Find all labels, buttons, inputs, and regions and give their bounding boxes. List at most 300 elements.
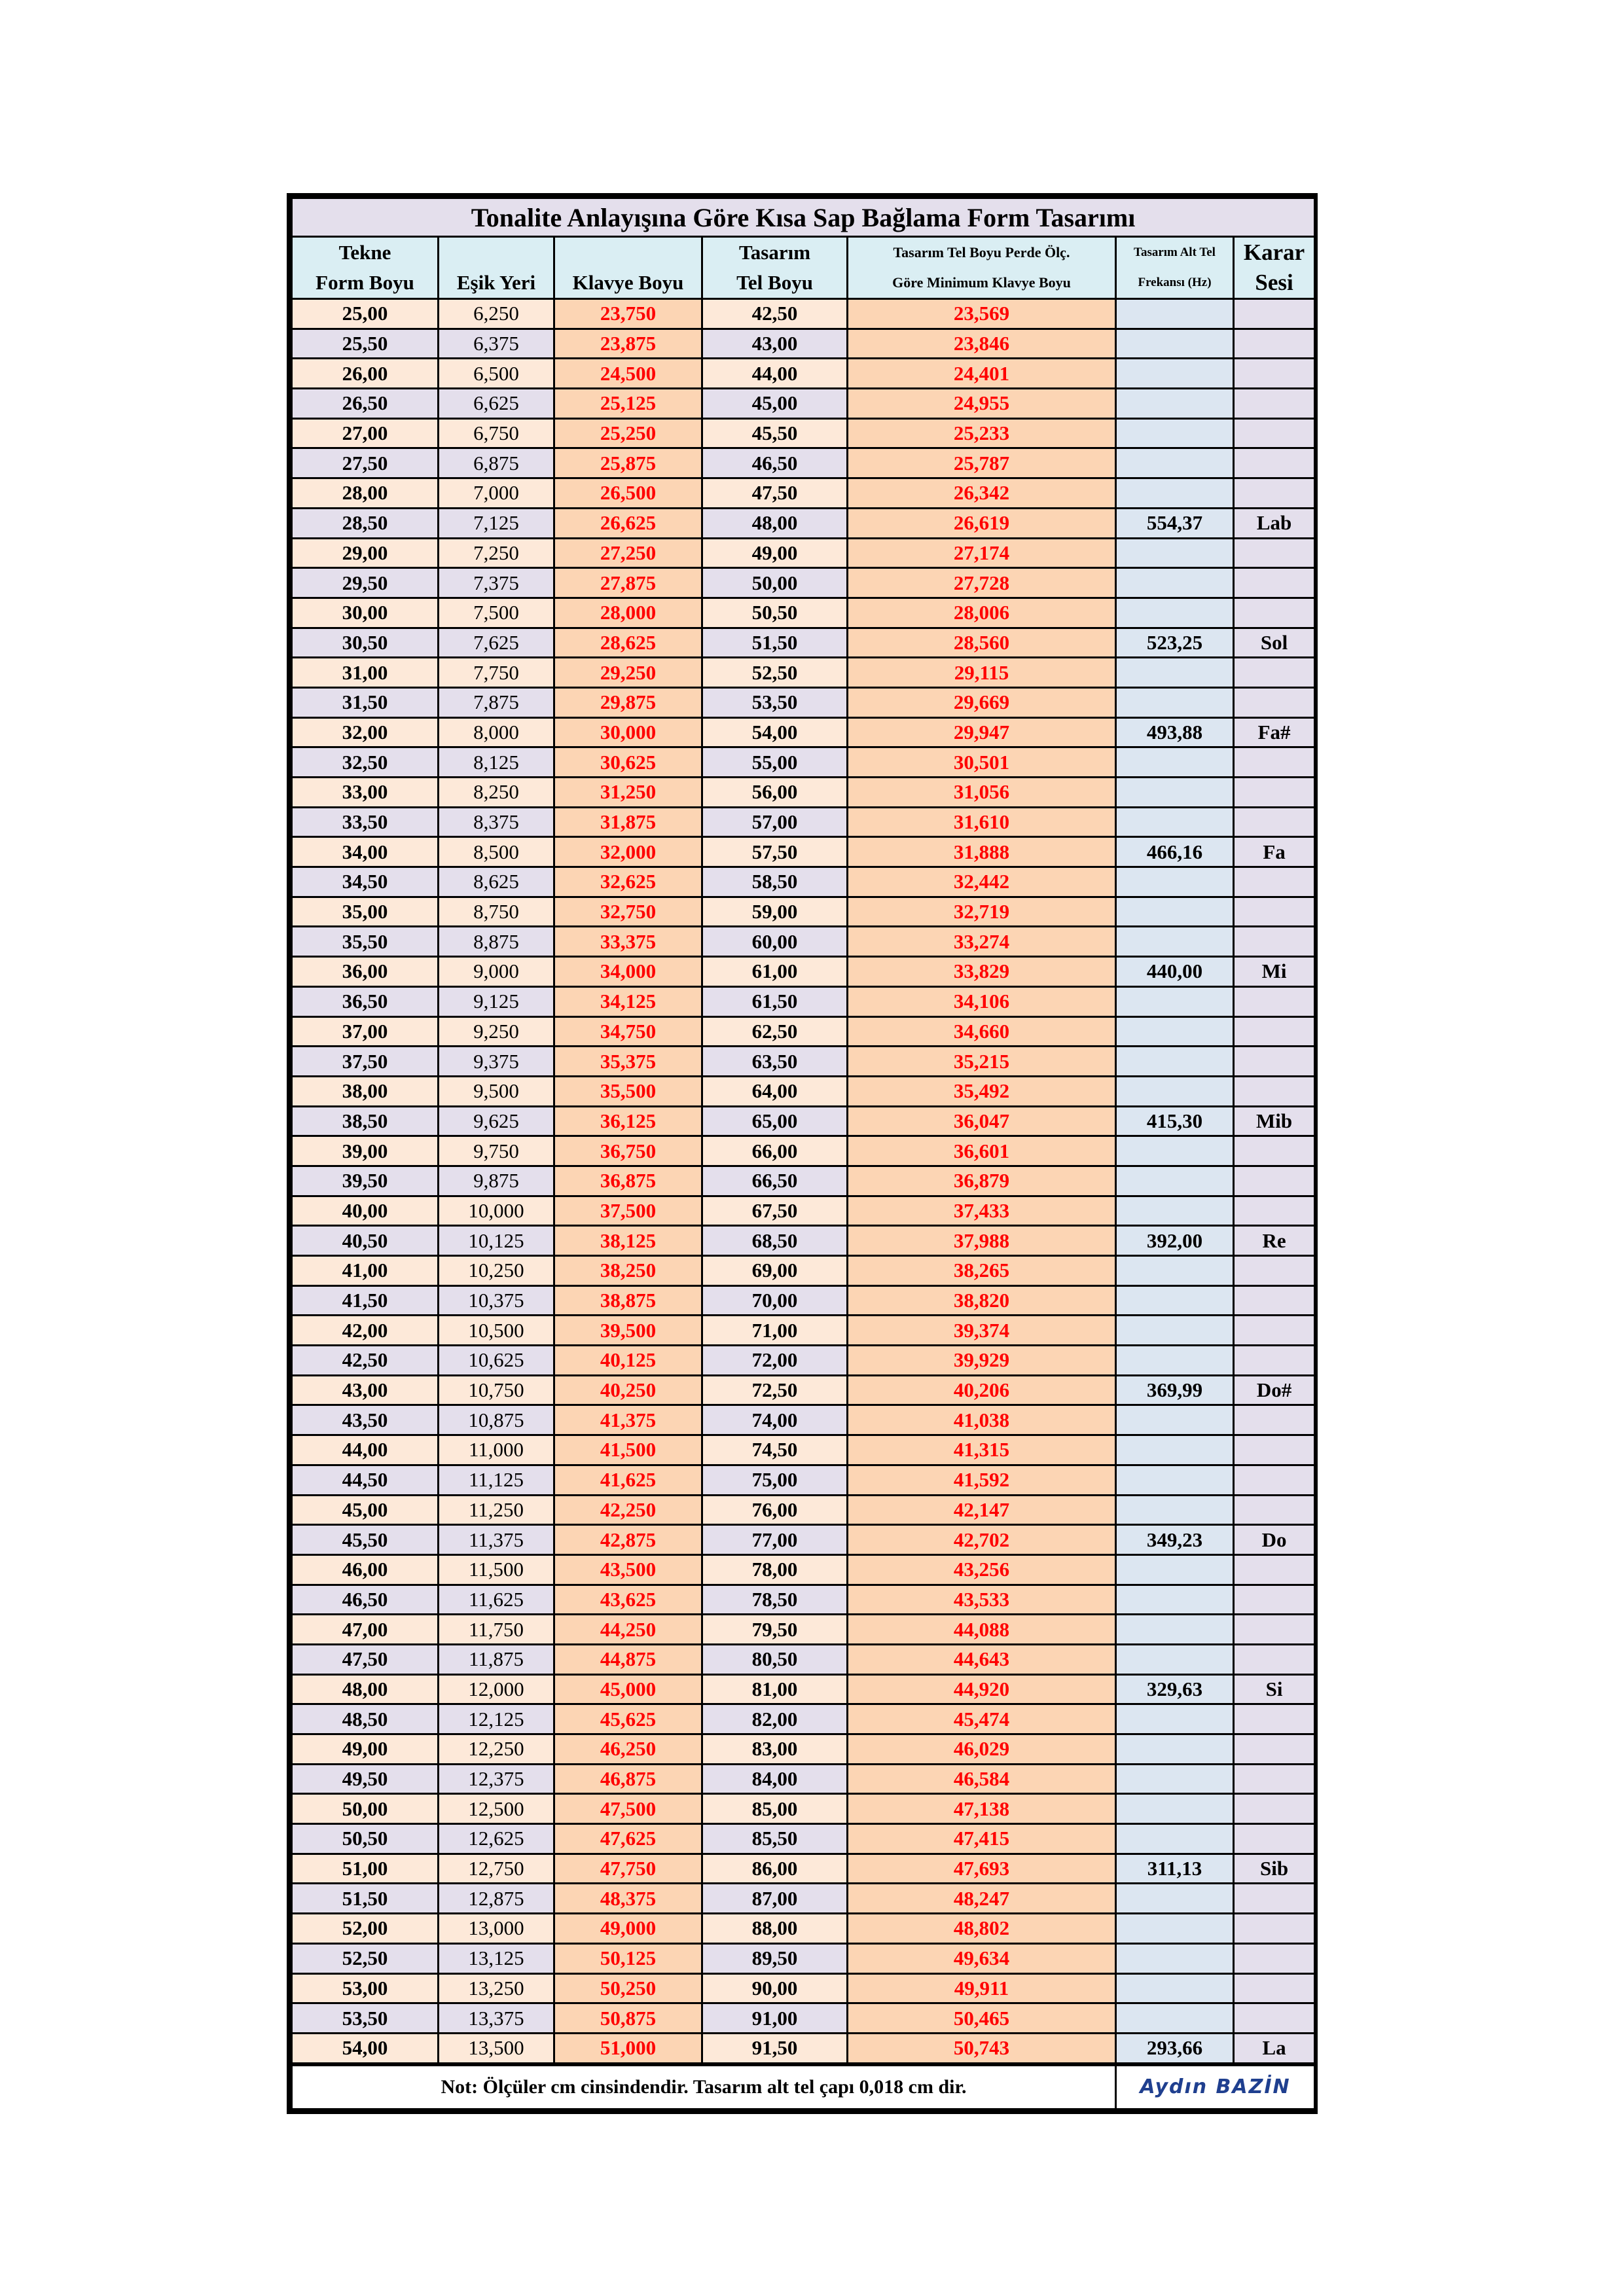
cell-frekans: 392,00: [1116, 1226, 1234, 1256]
cell-klavye-boyu: 44,875: [554, 1644, 702, 1674]
cell-frekans: [1116, 1585, 1234, 1615]
cell-tekne-boyu: 31,00: [292, 658, 439, 688]
table-row: [292, 1615, 1315, 1645]
cell-esik-yeri: 7,750: [439, 658, 554, 688]
cell-frekans: [1116, 2003, 1234, 2034]
cell-esik-yeri: 7,000: [439, 478, 554, 509]
cell-karar-sesi: Lab: [1234, 508, 1315, 538]
cell-frekans: [1116, 389, 1234, 419]
cell-min-klavye-boyu: 27,174: [848, 538, 1116, 568]
cell-klavye-boyu: 36,750: [554, 1136, 702, 1166]
cell-klavye-boyu: 33,375: [554, 927, 702, 957]
cell-karar-sesi: [1234, 658, 1315, 688]
cell-frekans: [1116, 1734, 1234, 1765]
cell-frekans: [1116, 778, 1234, 808]
cell-min-klavye-boyu: 33,274: [848, 927, 1116, 957]
cell-min-klavye-boyu: 28,560: [848, 628, 1116, 658]
cell-esik-yeri: 9,250: [439, 1016, 554, 1047]
cell-min-klavye-boyu: 29,115: [848, 658, 1116, 688]
cell-frekans: 349,23: [1116, 1525, 1234, 1555]
table-row: [292, 1076, 1315, 1106]
cell-karar-sesi: [1234, 1824, 1315, 1854]
cell-min-klavye-boyu: 34,660: [848, 1016, 1116, 1047]
cell-frekans: [1116, 1764, 1234, 1794]
cell-tekne-boyu: 27,00: [292, 418, 439, 448]
table-row: [292, 1285, 1315, 1316]
cell-tel-boyu: 72,00: [702, 1346, 848, 1376]
cell-tekne-boyu: 36,50: [292, 986, 439, 1016]
cell-esik-yeri: 10,250: [439, 1256, 554, 1286]
cell-min-klavye-boyu: 48,247: [848, 1884, 1116, 1914]
cell-tel-boyu: 62,50: [702, 1016, 848, 1047]
cell-tekne-boyu: 36,00: [292, 957, 439, 987]
cell-tel-boyu: 50,50: [702, 598, 848, 628]
cell-min-klavye-boyu: 50,743: [848, 2033, 1116, 2064]
cell-min-klavye-boyu: 46,029: [848, 1734, 1116, 1765]
cell-min-klavye-boyu: 44,088: [848, 1615, 1116, 1645]
cell-esik-yeri: 11,750: [439, 1615, 554, 1645]
cell-esik-yeri: 11,375: [439, 1525, 554, 1555]
cell-min-klavye-boyu: 38,820: [848, 1285, 1116, 1316]
cell-tel-boyu: 83,00: [702, 1734, 848, 1765]
cell-esik-yeri: 7,125: [439, 508, 554, 538]
cell-tel-boyu: 76,00: [702, 1495, 848, 1525]
cell-karar-sesi: [1234, 1405, 1315, 1435]
table-row: [292, 1824, 1315, 1854]
table-row: [292, 1943, 1315, 1973]
cell-tel-boyu: 57,00: [702, 807, 848, 837]
cell-tekne-boyu: 40,50: [292, 1226, 439, 1256]
cell-karar-sesi: Fa: [1234, 837, 1315, 867]
cell-frekans: [1116, 1884, 1234, 1914]
cell-tekne-boyu: 31,50: [292, 687, 439, 717]
cell-karar-sesi: Fa#: [1234, 717, 1315, 747]
cell-esik-yeri: 12,000: [439, 1674, 554, 1704]
cell-klavye-boyu: 24,500: [554, 359, 702, 389]
cell-tekne-boyu: 44,00: [292, 1435, 439, 1465]
cell-klavye-boyu: 41,375: [554, 1405, 702, 1435]
cell-tekne-boyu: 48,50: [292, 1704, 439, 1734]
table-row: [292, 329, 1315, 359]
cell-klavye-boyu: 40,125: [554, 1346, 702, 1376]
header-esik-line1: [439, 237, 554, 268]
cell-frekans: [1116, 1047, 1234, 1077]
table-row: [292, 359, 1315, 389]
cell-tekne-boyu: 45,50: [292, 1525, 439, 1555]
cell-karar-sesi: [1234, 1136, 1315, 1166]
cell-klavye-boyu: 23,875: [554, 329, 702, 359]
cell-tekne-boyu: 28,50: [292, 508, 439, 538]
cell-tekne-boyu: 53,50: [292, 2003, 439, 2034]
cell-min-klavye-boyu: 24,955: [848, 389, 1116, 419]
cell-min-klavye-boyu: 45,474: [848, 1704, 1116, 1734]
cell-frekans: [1116, 747, 1234, 778]
cell-karar-sesi: [1234, 329, 1315, 359]
cell-esik-yeri: 6,250: [439, 299, 554, 329]
cell-klavye-boyu: 42,875: [554, 1525, 702, 1555]
cell-karar-sesi: [1234, 1943, 1315, 1973]
cell-min-klavye-boyu: 43,256: [848, 1554, 1116, 1585]
cell-esik-yeri: 12,375: [439, 1764, 554, 1794]
cell-frekans: [1116, 299, 1234, 329]
cell-klavye-boyu: 35,500: [554, 1076, 702, 1106]
cell-klavye-boyu: 38,125: [554, 1226, 702, 1256]
cell-tel-boyu: 49,00: [702, 538, 848, 568]
cell-tel-boyu: 75,00: [702, 1465, 848, 1495]
cell-tekne-boyu: 50,50: [292, 1824, 439, 1854]
cell-klavye-boyu: 32,750: [554, 897, 702, 927]
table-row: [292, 1435, 1315, 1465]
cell-klavye-boyu: 37,500: [554, 1196, 702, 1226]
cell-tel-boyu: 52,50: [702, 658, 848, 688]
table-row: [292, 658, 1315, 688]
cell-esik-yeri: 8,625: [439, 867, 554, 897]
cell-klavye-boyu: 35,375: [554, 1047, 702, 1077]
cell-tekne-boyu: 34,00: [292, 837, 439, 867]
cell-tekne-boyu: 43,00: [292, 1375, 439, 1405]
header-min-klavye-line1: Tasarım Tel Boyu Perde Ölç.: [848, 237, 1116, 268]
cell-frekans: [1116, 1076, 1234, 1106]
cell-min-klavye-boyu: 41,038: [848, 1405, 1116, 1435]
cell-tekne-boyu: 48,00: [292, 1674, 439, 1704]
header-tekne-line1: Tekne: [292, 237, 439, 268]
header-esik-line2: Eşik Yeri: [439, 268, 554, 299]
cell-karar-sesi: Sol: [1234, 628, 1315, 658]
cell-karar-sesi: [1234, 807, 1315, 837]
cell-karar-sesi: [1234, 359, 1315, 389]
cell-tel-boyu: 86,00: [702, 1854, 848, 1884]
cell-karar-sesi: [1234, 747, 1315, 778]
cell-frekans: 493,88: [1116, 717, 1234, 747]
cell-klavye-boyu: 29,875: [554, 687, 702, 717]
header-tekne-line2: Form Boyu: [292, 268, 439, 299]
table-row: [292, 1794, 1315, 1824]
cell-karar-sesi: [1234, 1166, 1315, 1196]
cell-tel-boyu: 87,00: [702, 1884, 848, 1914]
cell-tel-boyu: 44,00: [702, 359, 848, 389]
cell-tel-boyu: 64,00: [702, 1076, 848, 1106]
cell-tel-boyu: 51,50: [702, 628, 848, 658]
cell-min-klavye-boyu: 44,643: [848, 1644, 1116, 1674]
cell-klavye-boyu: 34,125: [554, 986, 702, 1016]
cell-min-klavye-boyu: 26,619: [848, 508, 1116, 538]
cell-min-klavye-boyu: 33,829: [848, 957, 1116, 987]
cell-esik-yeri: 8,125: [439, 747, 554, 778]
cell-karar-sesi: Mi: [1234, 957, 1315, 987]
cell-esik-yeri: 12,750: [439, 1854, 554, 1884]
cell-tekne-boyu: 39,00: [292, 1136, 439, 1166]
cell-klavye-boyu: 32,000: [554, 837, 702, 867]
table-row: [292, 1226, 1315, 1256]
cell-esik-yeri: 11,000: [439, 1435, 554, 1465]
cell-esik-yeri: 11,125: [439, 1465, 554, 1495]
cell-min-klavye-boyu: 41,592: [848, 1465, 1116, 1495]
cell-tel-boyu: 79,50: [702, 1615, 848, 1645]
table-row: [292, 538, 1315, 568]
cell-klavye-boyu: 34,000: [554, 957, 702, 987]
cell-min-klavye-boyu: 30,501: [848, 747, 1116, 778]
cell-tel-boyu: 47,50: [702, 478, 848, 509]
cell-tel-boyu: 55,00: [702, 747, 848, 778]
cell-tel-boyu: 42,50: [702, 299, 848, 329]
cell-esik-yeri: 7,875: [439, 687, 554, 717]
cell-min-klavye-boyu: 31,610: [848, 807, 1116, 837]
cell-frekans: 440,00: [1116, 957, 1234, 987]
table-row: [292, 1016, 1315, 1047]
cell-esik-yeri: 13,125: [439, 1943, 554, 1973]
cell-esik-yeri: 9,875: [439, 1166, 554, 1196]
cell-tekne-boyu: 49,00: [292, 1734, 439, 1765]
cell-karar-sesi: [1234, 448, 1315, 478]
cell-tel-boyu: 89,50: [702, 1943, 848, 1973]
cell-frekans: 293,66: [1116, 2033, 1234, 2064]
cell-esik-yeri: 7,375: [439, 568, 554, 598]
cell-tel-boyu: 45,50: [702, 418, 848, 448]
table-row: [292, 807, 1315, 837]
cell-klavye-boyu: 31,250: [554, 778, 702, 808]
cell-min-klavye-boyu: 48,802: [848, 1914, 1116, 1944]
cell-esik-yeri: 10,750: [439, 1375, 554, 1405]
table-row: [292, 1884, 1315, 1914]
cell-tekne-boyu: 27,50: [292, 448, 439, 478]
header-frekans-line1: Tasarım Alt Tel: [1116, 237, 1234, 268]
footer-note: Not: Ölçüler cm cinsindendir. Tasarım alt tel çapı 0,018 cm dir.: [292, 2064, 1116, 2109]
table-row: [292, 1914, 1315, 1944]
cell-tel-boyu: 58,50: [702, 867, 848, 897]
table-row: [292, 478, 1315, 509]
cell-tel-boyu: 78,00: [702, 1554, 848, 1585]
cell-karar-sesi: Sib: [1234, 1854, 1315, 1884]
table-row: [292, 1136, 1315, 1166]
cell-tel-boyu: 46,50: [702, 448, 848, 478]
cell-karar-sesi: [1234, 1316, 1315, 1346]
cell-min-klavye-boyu: 38,265: [848, 1256, 1116, 1286]
cell-frekans: [1116, 1794, 1234, 1824]
cell-frekans: [1116, 538, 1234, 568]
cell-karar-sesi: Do: [1234, 1525, 1315, 1555]
cell-frekans: [1116, 1973, 1234, 2003]
table-row: [292, 1764, 1315, 1794]
table-row: [292, 1316, 1315, 1346]
cell-karar-sesi: Si: [1234, 1674, 1315, 1704]
cell-esik-yeri: 7,250: [439, 538, 554, 568]
cell-tel-boyu: 50,00: [702, 568, 848, 598]
cell-tekne-boyu: 43,50: [292, 1405, 439, 1435]
cell-klavye-boyu: 41,625: [554, 1465, 702, 1495]
cell-tel-boyu: 53,50: [702, 687, 848, 717]
cell-tel-boyu: 63,50: [702, 1047, 848, 1077]
cell-tekne-boyu: 54,00: [292, 2033, 439, 2064]
cell-esik-yeri: 10,375: [439, 1285, 554, 1316]
table-row: [292, 1375, 1315, 1405]
cell-karar-sesi: [1234, 1884, 1315, 1914]
cell-klavye-boyu: 34,750: [554, 1016, 702, 1047]
cell-tekne-boyu: 33,50: [292, 807, 439, 837]
cell-tel-boyu: 45,00: [702, 389, 848, 419]
cell-min-klavye-boyu: 31,056: [848, 778, 1116, 808]
cell-klavye-boyu: 27,875: [554, 568, 702, 598]
cell-tel-boyu: 61,00: [702, 957, 848, 987]
cell-tel-boyu: 90,00: [702, 1973, 848, 2003]
cell-esik-yeri: 11,500: [439, 1554, 554, 1585]
cell-tel-boyu: 81,00: [702, 1674, 848, 1704]
cell-min-klavye-boyu: 36,047: [848, 1106, 1116, 1136]
table-row: [292, 1585, 1315, 1615]
design-table-sheet: [287, 193, 1318, 2114]
cell-klavye-boyu: 26,625: [554, 508, 702, 538]
cell-frekans: [1116, 1346, 1234, 1376]
table-row: [292, 598, 1315, 628]
cell-esik-yeri: 7,625: [439, 628, 554, 658]
cell-esik-yeri: 9,375: [439, 1047, 554, 1077]
cell-esik-yeri: 10,875: [439, 1405, 554, 1435]
cell-esik-yeri: 8,375: [439, 807, 554, 837]
cell-karar-sesi: [1234, 1016, 1315, 1047]
cell-min-klavye-boyu: 49,911: [848, 1973, 1116, 2003]
cell-tel-boyu: 72,50: [702, 1375, 848, 1405]
cell-karar-sesi: [1234, 1914, 1315, 1944]
cell-tel-boyu: 85,00: [702, 1794, 848, 1824]
cell-karar-sesi: Mib: [1234, 1106, 1315, 1136]
cell-tel-boyu: 66,00: [702, 1136, 848, 1166]
cell-tekne-boyu: 35,00: [292, 897, 439, 927]
cell-karar-sesi: [1234, 986, 1315, 1016]
table-row: [292, 2033, 1315, 2064]
cell-klavye-boyu: 41,500: [554, 1435, 702, 1465]
table-row: [292, 867, 1315, 897]
cell-frekans: [1116, 867, 1234, 897]
table-row: [292, 957, 1315, 987]
cell-esik-yeri: 11,875: [439, 1644, 554, 1674]
cell-tel-boyu: 78,50: [702, 1585, 848, 1615]
table-row: [292, 717, 1315, 747]
table-row: [292, 1525, 1315, 1555]
header-klavye-line2: Klavye Boyu: [554, 268, 702, 299]
cell-tel-boyu: 65,00: [702, 1106, 848, 1136]
cell-min-klavye-boyu: 47,415: [848, 1824, 1116, 1854]
cell-tekne-boyu: 51,50: [292, 1884, 439, 1914]
table-row: [292, 986, 1315, 1016]
cell-tel-boyu: 77,00: [702, 1525, 848, 1555]
cell-esik-yeri: 9,500: [439, 1076, 554, 1106]
cell-esik-yeri: 10,000: [439, 1196, 554, 1226]
cell-frekans: [1116, 1943, 1234, 1973]
cell-klavye-boyu: 40,250: [554, 1375, 702, 1405]
cell-tekne-boyu: 41,00: [292, 1256, 439, 1286]
cell-tekne-boyu: 41,50: [292, 1285, 439, 1316]
cell-frekans: [1116, 1824, 1234, 1854]
cell-min-klavye-boyu: 36,879: [848, 1166, 1116, 1196]
cell-tekne-boyu: 26,00: [292, 359, 439, 389]
table-row: [292, 1465, 1315, 1495]
cell-frekans: [1116, 1196, 1234, 1226]
cell-tel-boyu: 48,00: [702, 508, 848, 538]
header-karar-line2: Sesi: [1234, 268, 1315, 299]
cell-esik-yeri: 11,625: [439, 1585, 554, 1615]
cell-karar-sesi: [1234, 1047, 1315, 1077]
cell-frekans: [1116, 1136, 1234, 1166]
cell-frekans: [1116, 1644, 1234, 1674]
table-row: [292, 1256, 1315, 1286]
cell-klavye-boyu: 45,000: [554, 1674, 702, 1704]
cell-frekans: [1116, 418, 1234, 448]
cell-karar-sesi: [1234, 1585, 1315, 1615]
cell-klavye-boyu: 23,750: [554, 299, 702, 329]
cell-tel-boyu: 54,00: [702, 717, 848, 747]
cell-klavye-boyu: 50,875: [554, 2003, 702, 2034]
table-row: [292, 1674, 1315, 1704]
cell-esik-yeri: 12,500: [439, 1794, 554, 1824]
form-design-table: [291, 197, 1316, 2110]
table-row: [292, 1704, 1315, 1734]
cell-tekne-boyu: 44,50: [292, 1465, 439, 1495]
cell-tekne-boyu: 25,00: [292, 299, 439, 329]
cell-klavye-boyu: 32,625: [554, 867, 702, 897]
cell-karar-sesi: [1234, 1615, 1315, 1645]
cell-esik-yeri: 9,125: [439, 986, 554, 1016]
cell-frekans: [1116, 1914, 1234, 1944]
cell-tekne-boyu: 47,50: [292, 1644, 439, 1674]
header-frekans-line2: Frekansı (Hz): [1116, 268, 1234, 299]
cell-min-klavye-boyu: 40,206: [848, 1375, 1116, 1405]
cell-esik-yeri: 12,625: [439, 1824, 554, 1854]
cell-frekans: [1116, 986, 1234, 1016]
table-row: [292, 568, 1315, 598]
cell-frekans: [1116, 568, 1234, 598]
cell-min-klavye-boyu: 42,702: [848, 1525, 1116, 1555]
cell-klavye-boyu: 36,875: [554, 1166, 702, 1196]
cell-klavye-boyu: 50,250: [554, 1973, 702, 2003]
table-row: [292, 1405, 1315, 1435]
cell-tel-boyu: 74,50: [702, 1435, 848, 1465]
cell-tekne-boyu: 40,00: [292, 1196, 439, 1226]
cell-klavye-boyu: 26,500: [554, 478, 702, 509]
cell-tekne-boyu: 28,00: [292, 478, 439, 509]
cell-klavye-boyu: 43,500: [554, 1554, 702, 1585]
cell-klavye-boyu: 47,750: [554, 1854, 702, 1884]
cell-esik-yeri: 8,750: [439, 897, 554, 927]
cell-klavye-boyu: 29,250: [554, 658, 702, 688]
cell-frekans: [1116, 1704, 1234, 1734]
cell-tel-boyu: 61,50: [702, 986, 848, 1016]
cell-karar-sesi: [1234, 1734, 1315, 1765]
cell-min-klavye-boyu: 43,533: [848, 1585, 1116, 1615]
cell-min-klavye-boyu: 35,215: [848, 1047, 1116, 1077]
header-klavye-line1: [554, 237, 702, 268]
cell-karar-sesi: Re: [1234, 1226, 1315, 1256]
table-row: [292, 1973, 1315, 2003]
table-row: [292, 1166, 1315, 1196]
cell-tekne-boyu: 30,50: [292, 628, 439, 658]
cell-karar-sesi: [1234, 389, 1315, 419]
cell-klavye-boyu: 36,125: [554, 1106, 702, 1136]
cell-frekans: [1116, 448, 1234, 478]
cell-min-klavye-boyu: 25,787: [848, 448, 1116, 478]
header-min-klavye-line2: Göre Minimum Klavye Boyu: [848, 268, 1116, 299]
cell-tel-boyu: 70,00: [702, 1285, 848, 1316]
cell-klavye-boyu: 25,250: [554, 418, 702, 448]
cell-karar-sesi: [1234, 687, 1315, 717]
cell-klavye-boyu: 25,125: [554, 389, 702, 419]
cell-tekne-boyu: 52,50: [292, 1943, 439, 1973]
cell-klavye-boyu: 44,250: [554, 1615, 702, 1645]
cell-karar-sesi: [1234, 1465, 1315, 1495]
cell-tel-boyu: 56,00: [702, 778, 848, 808]
cell-min-klavye-boyu: 37,988: [848, 1226, 1116, 1256]
cell-tel-boyu: 82,00: [702, 1704, 848, 1734]
cell-frekans: [1116, 329, 1234, 359]
cell-min-klavye-boyu: 44,920: [848, 1674, 1116, 1704]
